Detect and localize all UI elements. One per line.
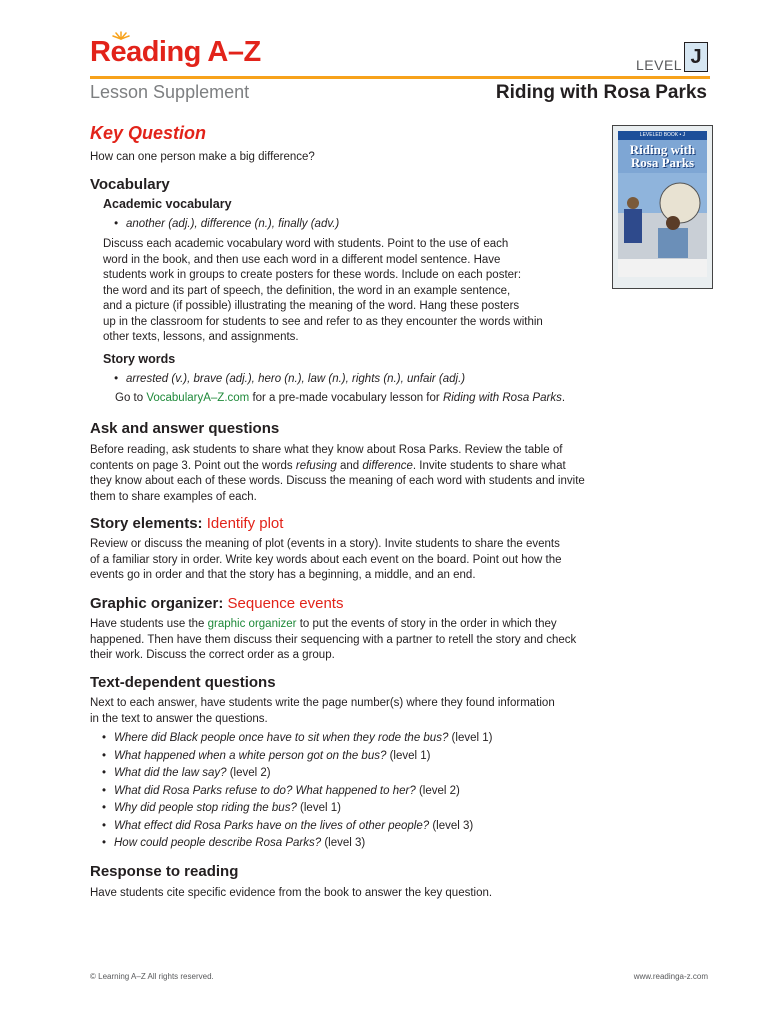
story-elements-heading: Story elements: Identify plot: [90, 515, 284, 532]
copyright-notice: © Learning A–Z All rights reserved.: [90, 972, 214, 981]
sequence-events-skill: Sequence events: [227, 595, 344, 612]
identify-plot-skill: Identify plot: [206, 515, 284, 532]
level-label: LEVEL: [636, 57, 683, 73]
question-item: • What effect did Rosa Parks have on the lives of other people? (level 3): [114, 818, 492, 836]
cover-banner: LEVELED BOOK • J: [618, 131, 707, 140]
key-question-text: How can one person make a big difference?: [90, 151, 315, 163]
graphic-organizer-paragraph: Have students use the graphic organizer to put the events of story in the order in which they happened. Then have them discuss their sequencing with a partner to retell the story and check their work. Discuss the correct order as a group.: [90, 618, 577, 661]
question-item: • How could people describe Rosa Parks? (level 3): [114, 835, 492, 853]
vocabulary-az-link[interactable]: VocabularyA–Z.com: [146, 392, 250, 404]
key-question-heading: Key Question: [90, 123, 207, 143]
lesson-supplement-subtitle: Lesson Supplement: [90, 82, 250, 102]
vocabulary-az-line: Go to VocabularyA–Z.com for a pre-made vocabulary lesson for Riding with Rosa Parks.: [115, 392, 566, 404]
level-badge: J: [684, 42, 708, 72]
question-item: • Where did Black people once have to sit when they rode the bus? (level 1): [114, 730, 492, 748]
question-item: • What did Rosa Parks refuse to do? What happened to her? (level 2): [114, 783, 492, 801]
story-words-bullet: • arrested (v.), brave (adj.), hero (n.), law (n.), rights (n.), unfair (adj.): [126, 372, 465, 387]
header-rule: [90, 76, 710, 79]
question-item: • What happened when a white person got on the bus? (level 1): [114, 748, 492, 766]
story-words-heading: Story words: [103, 352, 176, 366]
question-item: • What did the law say? (level 2): [114, 765, 492, 783]
response-text: Have students cite specific evidence from the book to answer the key question.: [90, 887, 493, 899]
cover-illustration: [618, 173, 707, 277]
academic-vocabulary-heading: Academic vocabulary: [103, 197, 232, 211]
reading-az-logo: Reading A–Z: [90, 36, 261, 68]
story-elements-paragraph: Review or discuss the meaning of plot (events in a story). Invite students to share the events of a familiar story in order. Write key words about each event on the board. Point out how the events go in order and that the story has a beginning, a middle, and an end.: [90, 538, 562, 581]
response-heading: Response to reading: [90, 863, 239, 880]
vocabulary-heading: Vocabulary: [90, 176, 170, 193]
text-dependent-intro: Next to each answer, have students write the page number(s) where they found information in the text to answer the questions.: [90, 697, 555, 725]
ask-answer-paragraph: Before reading, ask students to share what they know about Rosa Parks. Review the table of contents on page 3. Point out the words refusing and difference. Invite students to share what they know about each of these words. Discuss the meaning of each word with students and invite them to share examples of each.: [90, 444, 585, 503]
ask-answer-heading: Ask and answer questions: [90, 420, 280, 437]
footer-url[interactable]: www.readinga-z.com: [633, 972, 708, 981]
cover-title: Riding with Rosa Parks: [629, 142, 696, 170]
question-item: • Why did people stop riding the bus? (level 1): [114, 800, 492, 818]
graphic-organizer-link[interactable]: graphic organizer: [207, 618, 297, 630]
book-cover-image: [612, 125, 713, 289]
book-title: Riding with Rosa Parks: [495, 82, 707, 103]
questions-list: [114, 730, 492, 853]
graphic-organizer-heading: Graphic organizer: Sequence events: [90, 595, 344, 612]
academic-words-bullet: • another (adj.), difference (n.), finally (adv.): [126, 217, 339, 232]
academic-vocabulary-paragraph: Discuss each academic vocabulary word with students. Point to the use of each word in the book, and then use each word in a different model sentence. Have students work in groups to create posters for these words. Include on each poster: the word and its part of speech, the definition, the word in an example sentence, and a picture (if possible) illustrating the meaning of the word. Hang these posters up in the classroom for students to see and refer to as they encounter the words within other texts, lessons, and assignments.: [103, 238, 543, 343]
text-dependent-heading: Text-dependent questions: [90, 674, 276, 691]
